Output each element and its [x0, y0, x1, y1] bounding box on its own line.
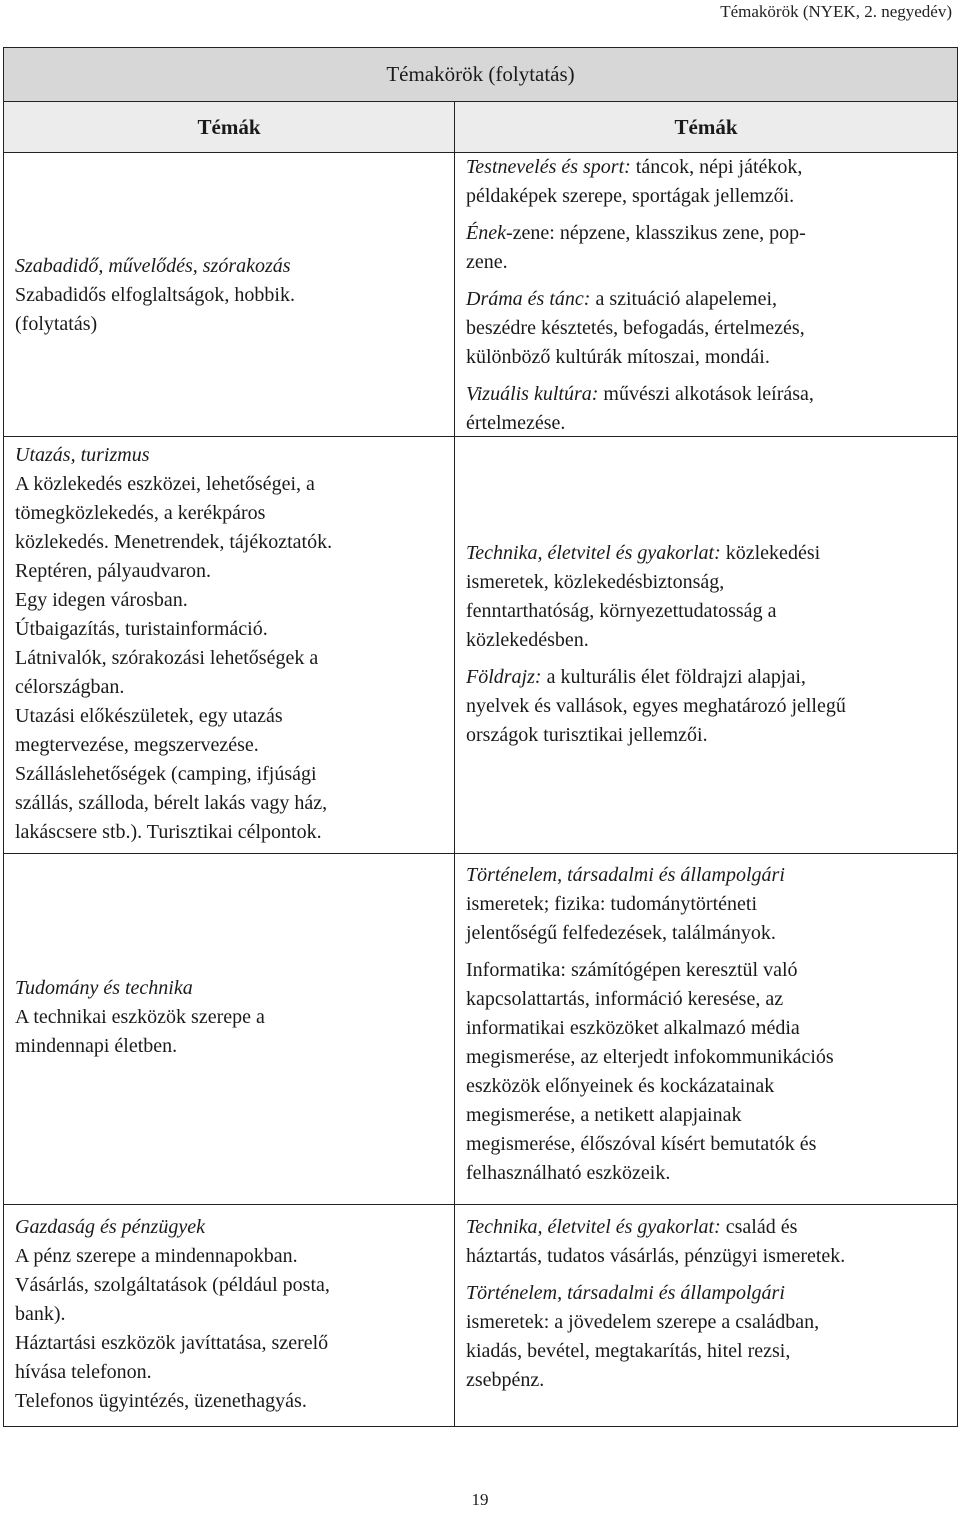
- related-subject-line: informatikai eszközöket alkalmazó média: [466, 1017, 800, 1039]
- subject-label: Történelem, társadalmi és állampolgári: [466, 864, 785, 886]
- subject-label: Történelem, társadalmi és állampolgári: [466, 1282, 785, 1304]
- related-subject-line: különböző kultúrák mítoszai, mondái.: [466, 346, 770, 368]
- related-subject-line: felhasználható eszközeik.: [466, 1162, 671, 1184]
- related-subject-line: jelentőségű felfedezések, találmányok.: [466, 922, 776, 944]
- table-title: Témakörök (folytatás): [4, 48, 958, 102]
- related-subject-line: értelmezése.: [466, 412, 566, 434]
- topic-line: A technikai eszközök szerepe a: [15, 1006, 265, 1028]
- topic-line: megtervezése, megszervezése.: [15, 734, 259, 756]
- related-subject-line: Technika, életvitel és gyakorlat: család és: [466, 1216, 798, 1238]
- topic-heading: Szabadidő, művelődés, szórakozás: [15, 255, 291, 277]
- table-row: [4, 437, 958, 854]
- topic-line: A pénz szerepe a mindennapokban.: [15, 1245, 298, 1267]
- topic-line: lakáscsere stb.). Turisztikai célpontok.: [15, 821, 322, 843]
- left-topic-cell: [4, 854, 455, 1205]
- related-subject-line: Technika, életvitel és gyakorlat: közlekedési: [466, 542, 821, 564]
- related-subject-line: megismerése, a netikett alapjainak: [466, 1104, 742, 1126]
- topic-line: közlekedés. Menetrendek, tájékoztatók.: [15, 531, 333, 553]
- right-topic-cell: [455, 854, 958, 1205]
- topic-heading: Utazás, turizmus: [15, 444, 150, 466]
- topic-heading: Gazdaság és pénzügyek: [15, 1216, 205, 1238]
- right-topic-cell: [455, 153, 958, 437]
- topic-line: Útbaigazítás, turistainformáció.: [15, 618, 268, 640]
- topic-line: Szabadidős elfoglaltságok, hobbik.: [15, 284, 295, 306]
- topic-line: A közlekedés eszközei, lehetőségei, a: [15, 473, 315, 495]
- left-topic-cell: [4, 153, 455, 437]
- related-subject-line: megismerése, az elterjedt infokommunikációs: [466, 1046, 834, 1068]
- subject-label: Földrajz:: [466, 666, 542, 688]
- related-subject-line: Ének-zene: népzene, klasszikus zene, pop-: [466, 222, 806, 244]
- table-row: [4, 854, 958, 1205]
- topic-line: Egy idegen városban.: [15, 589, 188, 611]
- related-subject-line: Földrajz: a kulturális élet földrajzi alapjai,: [466, 666, 806, 688]
- related-subject-line: Informatika: számítógépen keresztül való: [466, 959, 798, 981]
- subject-label: Technika, életvitel és gyakorlat:: [466, 542, 721, 564]
- related-subject-line: közlekedésben.: [466, 629, 589, 651]
- topic-line: célországban.: [15, 676, 125, 698]
- topic-line: Háztartási eszközök javíttatása, szerelő: [15, 1332, 329, 1354]
- topic-line: bank).: [15, 1303, 66, 1325]
- topic-line: hívása telefonon.: [15, 1361, 152, 1383]
- related-subject-line: zene.: [466, 251, 508, 273]
- topic-line: (folytatás): [15, 313, 98, 335]
- subject-label: Dráma és tánc:: [466, 288, 591, 310]
- subject-label: Testnevelés és sport:: [466, 156, 631, 178]
- topics-table: [3, 47, 958, 1427]
- topic-line: tömegközlekedés, a kerékpáros: [15, 502, 266, 524]
- table-row: [4, 153, 958, 437]
- related-subject-line: Dráma és tánc: a szituáció alapelemei,: [466, 288, 778, 310]
- topic-line: mindennapi életben.: [15, 1035, 178, 1057]
- related-subject-line: országok turisztikai jellemzői.: [466, 724, 708, 746]
- related-subject-line: Testnevelés és sport: táncok, népi játékok,: [466, 156, 803, 178]
- topic-heading: Tudomány és technika: [15, 977, 193, 999]
- page-number: 19: [471, 1490, 489, 1509]
- related-subject-line: ismeretek: a jövedelem szerepe a családban,: [466, 1311, 820, 1333]
- topic-line: Utazási előkészületek, egy utazás: [15, 705, 283, 727]
- topic-line: szállás, szálloda, bérelt lakás vagy ház,: [15, 792, 328, 814]
- related-subject-line: beszédre késztetés, befogadás, értelmezés,: [466, 317, 805, 339]
- related-subject-line: kiadás, bevétel, megtakarítás, hitel rezsi,: [466, 1340, 791, 1362]
- right-topic-cell: [455, 1205, 958, 1427]
- related-subject-line: példaképek szerepe, sportágak jellemzői.: [466, 185, 795, 207]
- running-header: Témakörök (NYEK, 2. negyedév): [720, 2, 952, 21]
- table-row: [4, 1205, 958, 1427]
- related-subject-line: eszközök előnyeinek és kockázatainak: [466, 1075, 775, 1097]
- left-topic-cell: [4, 437, 455, 854]
- related-subject-line: ismeretek; fizika: tudománytörténeti: [466, 893, 758, 915]
- left-topic-cell: [4, 1205, 455, 1427]
- subject-label: Technika, életvitel és gyakorlat:: [466, 1216, 721, 1238]
- related-subject-line: ismeretek, közlekedésbiztonság,: [466, 571, 725, 593]
- topic-line: Telefonos ügyintézés, üzenethagyás.: [15, 1390, 307, 1412]
- topic-line: Szálláslehetőségek (camping, ifjúsági: [15, 763, 317, 785]
- topic-line: Reptéren, pályaudvaron.: [15, 560, 212, 582]
- related-subject-line: fenntarthatóság, környezettudatosság a: [466, 600, 777, 622]
- related-subject-line: háztartás, tudatos vásárlás, pénzügyi ismeretek.: [466, 1245, 846, 1267]
- topic-line: Látnivalók, szórakozási lehetőségek a: [15, 647, 319, 669]
- topic-line: Vásárlás, szolgáltatások (például posta,: [15, 1274, 330, 1296]
- left-column-header: Témák: [4, 102, 455, 153]
- right-topic-cell: [455, 437, 958, 854]
- related-subject-line: kapcsolattartás, információ keresése, az: [466, 988, 784, 1010]
- subject-label: Ének-: [466, 222, 513, 244]
- right-column-header: Témák: [455, 102, 958, 153]
- related-subject-line: nyelvek és vallások, egyes meghatározó jellegű: [466, 695, 846, 717]
- related-subject-line: megismerése, élőszóval kísért bemutatók és: [466, 1133, 817, 1155]
- subject-label: Vizuális kultúra:: [466, 383, 599, 405]
- related-subject-line: zsebpénz.: [466, 1369, 545, 1391]
- related-subject-line: Vizuális kultúra: művészi alkotások leírása,: [466, 383, 814, 405]
